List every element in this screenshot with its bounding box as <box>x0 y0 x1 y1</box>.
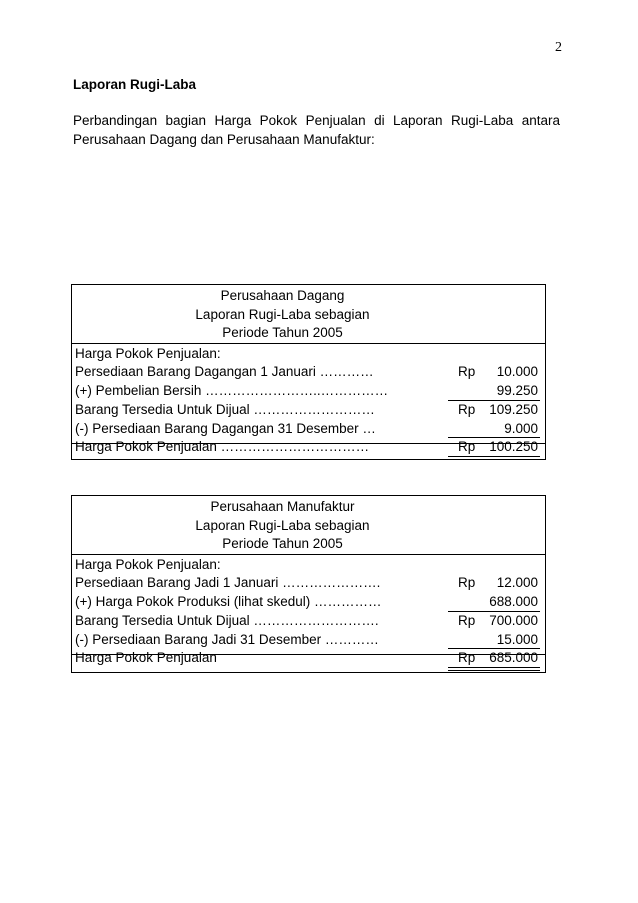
table-row <box>72 612 545 631</box>
row-description: (-) Persediaan Barang Jadi 31 Desember ………… <box>75 631 379 647</box>
currency-label: Rp <box>458 612 476 628</box>
page-number: 2 <box>555 40 562 55</box>
table-row <box>72 382 545 401</box>
bottom-divider <box>72 654 545 655</box>
company-name: Perusahaan Manufaktur <box>210 499 355 514</box>
statement-rows <box>72 344 545 458</box>
table-row <box>72 420 545 439</box>
bottom-divider <box>72 443 545 444</box>
row-description: (+) Harga Pokok Produksi (lihat skedul) …………… <box>75 594 382 610</box>
table-row <box>72 593 545 612</box>
table-row <box>72 556 545 575</box>
statement-rows <box>72 555 545 669</box>
row-amount: 685.000 <box>489 650 538 666</box>
row-description: Persediaan Barang Dagangan 1 Januari ………… <box>75 364 374 380</box>
row-amount: 99.250 <box>496 383 538 399</box>
row-description: Harga Pokok Penjualan: <box>75 556 221 572</box>
row-description: Barang Tersedia Untuk Dijual ……………………… <box>75 401 375 417</box>
total-double-underline <box>448 667 540 671</box>
row-amount: 10.000 <box>496 364 538 380</box>
table-row <box>72 401 545 420</box>
row-amount: 12.000 <box>496 575 538 591</box>
company-name: Perusahaan Dagang <box>220 288 345 303</box>
total-double-underline <box>448 456 540 460</box>
row-description: Barang Tersedia Untuk Dijual ………………………. <box>75 612 379 628</box>
table-row <box>72 574 545 593</box>
currency-label: Rp <box>458 439 476 455</box>
row-amount: 100.250 <box>489 439 538 455</box>
statement-period: Periode Tahun 2005 <box>222 536 343 551</box>
row-description: Persediaan Barang Jadi 1 Januari …………………. <box>75 575 381 591</box>
row-description: Harga Pokok Penjualan …………………………… <box>75 439 370 455</box>
row-amount: 9.000 <box>504 420 538 436</box>
statement-perusahaan-manufaktur <box>71 495 546 673</box>
section-heading: Laporan Rugi-Laba <box>73 77 197 92</box>
table-row <box>72 438 545 457</box>
currency-label: Rp <box>458 650 476 666</box>
row-amount: 109.250 <box>489 401 538 417</box>
statement-period: Periode Tahun 2005 <box>222 325 343 340</box>
currency-label: Rp <box>458 575 476 591</box>
statement-perusahaan-dagang <box>71 284 546 460</box>
currency-label: Rp <box>458 401 476 417</box>
table-row <box>72 631 545 650</box>
table-row <box>72 363 545 382</box>
statement-caption <box>126 285 439 343</box>
row-description: Harga Pokok Penjualan <box>75 650 217 666</box>
row-description: (-) Persediaan Barang Dagangan 31 Desember … <box>75 420 376 436</box>
intro-paragraph: Perbandingan bagian Harga Pokok Penjualan di Laporan Rugi-Laba antara Perusahaan Dagang dan Perusahaan Manufaktur: <box>73 113 560 147</box>
currency-label: Rp <box>458 364 476 380</box>
row-amount: 700.000 <box>489 612 538 628</box>
statement-caption <box>126 496 439 554</box>
row-amount: 15.000 <box>496 631 538 647</box>
table-row <box>72 649 545 668</box>
statement-title: Laporan Rugi-Laba sebagian <box>195 306 370 322</box>
row-description: Harga Pokok Penjualan: <box>75 345 221 361</box>
table-row <box>72 345 545 364</box>
statement-title: Laporan Rugi-Laba sebagian <box>195 517 370 533</box>
row-description: (+) Pembelian Bersih ……………………..…………… <box>75 383 389 399</box>
row-amount: 688.000 <box>489 594 538 610</box>
